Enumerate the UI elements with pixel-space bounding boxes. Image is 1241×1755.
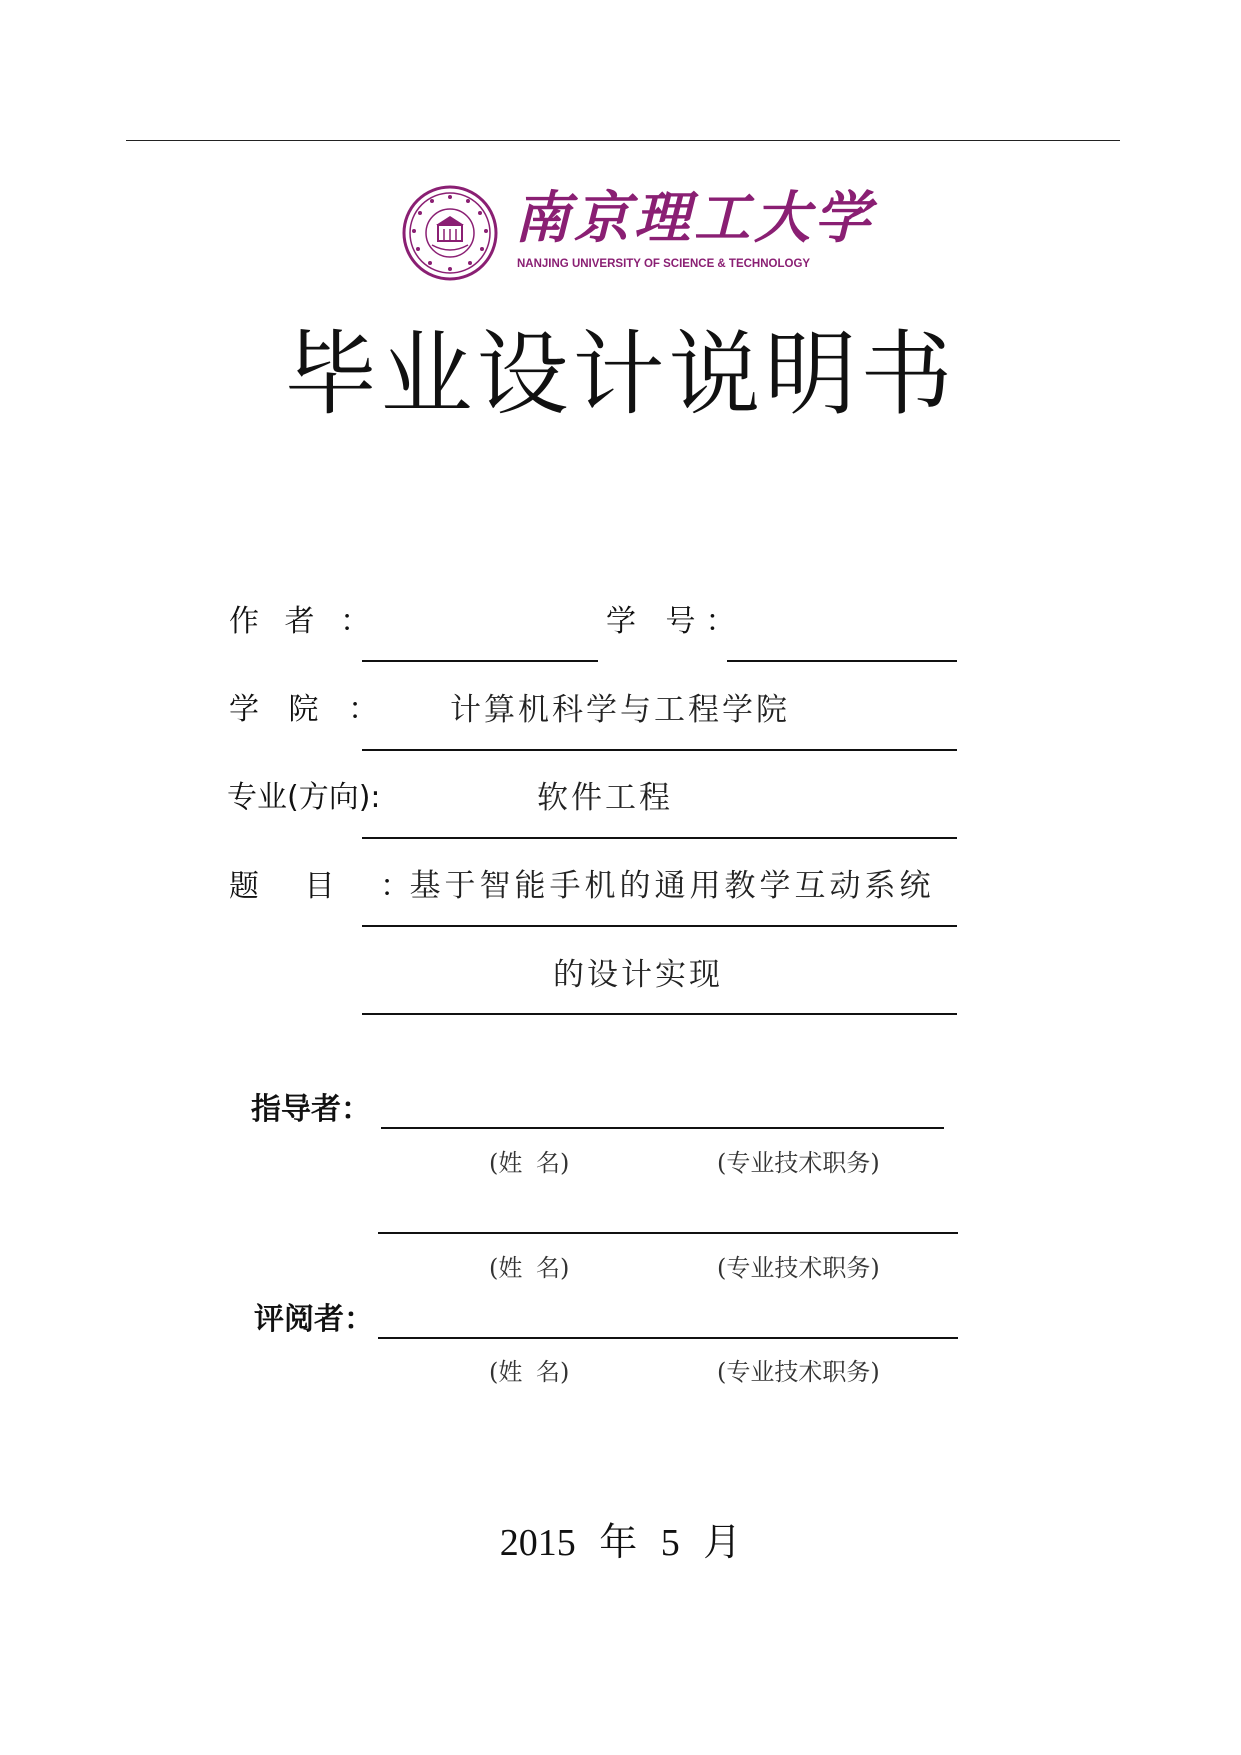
student-id-field[interactable] [727, 660, 957, 662]
author-field[interactable] [362, 660, 598, 662]
advisor-name-hint: (姓 名) [489, 1149, 570, 1177]
student-id-label: 学 号： [606, 604, 746, 639]
topic-line-1: 基于智能手机的通用教学互动系统 [409, 868, 935, 904]
submission-date: 2015 年 5 月 [499, 1522, 742, 1564]
university-logo [402, 185, 874, 285]
topic-field-line-2[interactable] [362, 1013, 957, 1015]
advisor-field-2[interactable] [378, 1232, 958, 1234]
document-title: 毕业设计说明书 [284, 321, 957, 428]
topic-label: 题 目 ： [229, 869, 429, 904]
topic-line-2: 的设计实现 [553, 957, 723, 993]
university-name-cn: 南京理工大学 [514, 185, 874, 251]
advisor-title-hint: (专业技术职务) [717, 1149, 880, 1177]
school-label: 学 院 ： [229, 692, 389, 727]
author-label: 作 者 ： [229, 604, 379, 639]
header-rule [126, 140, 1120, 141]
university-seal-icon [402, 185, 498, 281]
school-field[interactable] [362, 749, 957, 751]
advisor-title-hint-2: (专业技术职务) [717, 1254, 880, 1282]
advisor-name-hint-2: (姓 名) [489, 1254, 570, 1282]
advisor-field-1[interactable] [381, 1127, 944, 1129]
major-field[interactable] [362, 837, 957, 839]
university-name-en: NANJING UNIVERSITY OF SCIENCE & TECHNOLOGY [517, 258, 811, 270]
topic-field-line-1[interactable] [362, 925, 957, 927]
reviewer-field[interactable] [378, 1337, 958, 1339]
reviewer-title-hint: (专业技术职务) [717, 1358, 880, 1386]
school-value: 计算机科学与工程学院 [450, 692, 790, 728]
reviewer-name-hint: (姓 名) [489, 1358, 570, 1386]
major-value: 软件工程 [537, 780, 673, 816]
major-label: 专业(方向): [227, 780, 381, 815]
reviewer-label: 评阅者： [254, 1302, 374, 1337]
advisor-label: 指导者： [251, 1092, 371, 1127]
